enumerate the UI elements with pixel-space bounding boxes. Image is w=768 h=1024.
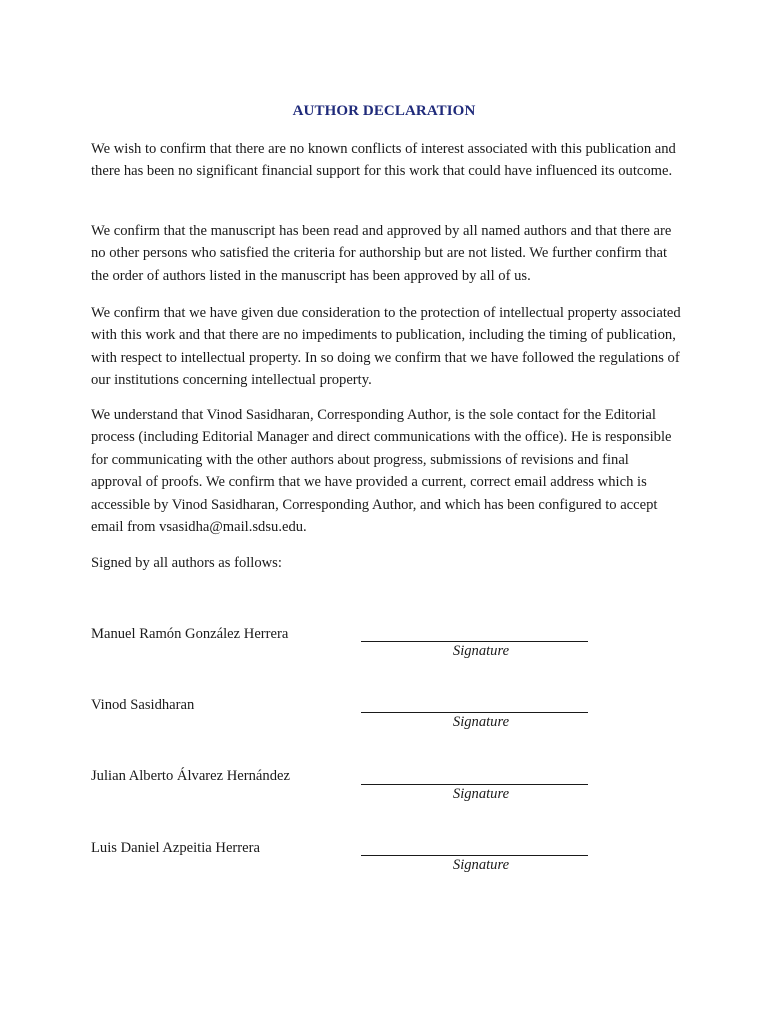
author-name: Vinod Sasidharan: [91, 697, 195, 713]
signature-caption: Signature: [452, 857, 510, 873]
signature-line: [361, 641, 588, 642]
author-name: Manuel Ramón González Herrera: [91, 626, 289, 642]
signature-line: [361, 712, 588, 713]
signature-line: [361, 784, 588, 785]
paragraph-conflicts: We wish to confirm that there are no known conflicts of interest associated with this publication and there has been no significant financial support for this work that could have influenced its outcome.: [91, 141, 676, 180]
paragraph-corresponding-author: We understand that Vinod Sasidharan, Corresponding Author, is the sole contact for the Editorial process (including Editorial Manager and direct communications with the office). He is responsible for communicating with the other authors about progress, submissions of revisions and final approval of proofs. We confirm that we have provided a current, correct email address which is accessible by Vinod Sasidharan, Corresponding Author, and which has been configured to accept email from vsasidha@mail.sdsu.edu.: [91, 407, 672, 536]
author-name: Luis Daniel Azpeitia Herrera: [91, 840, 260, 856]
signature-line: [361, 855, 588, 856]
paragraph-intellectual-property: We confirm that we have given due consideration to the protection of intellectual property associated with this work and that there are no impediments to publication, including the timing of publication, with respect to intellectual property. In so doing we confirm that we have followed the regulations of our institutions concerning intellectual property.: [91, 305, 681, 389]
signed-intro: Signed by all authors as follows:: [91, 555, 282, 571]
author-name: Julian Alberto Álvarez Hernández: [91, 768, 290, 784]
paragraph-authorship: We confirm that the manuscript has been read and approved by all named authors and that there are no other persons who satisfied the criteria for authorship but are not listed. We further confirm that the order of authors listed in the manuscript has been approved by all of us.: [91, 223, 672, 284]
document-title: AUTHOR DECLARATION: [292, 103, 476, 119]
signature-caption: Signature: [452, 786, 510, 802]
signature-caption: Signature: [452, 714, 510, 730]
signature-caption: Signature: [452, 643, 510, 659]
